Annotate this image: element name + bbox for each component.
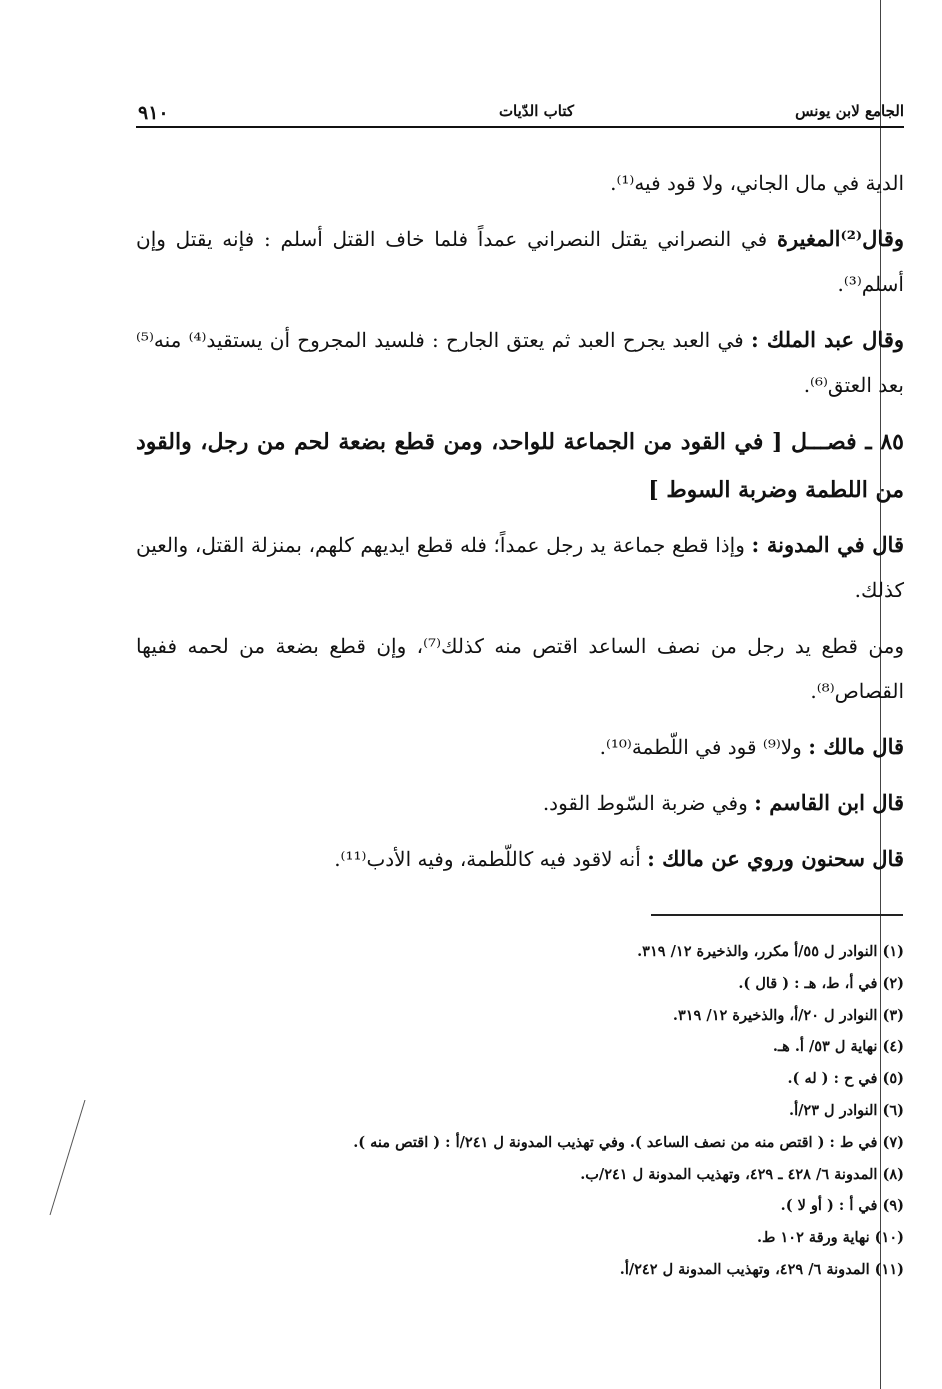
- paragraph: قال سحنون وروي عن مالك : أنه لاقود فيه كاللّطمة، وفيه الأدب⁽¹¹⁾.: [334, 846, 904, 871]
- footnote: (١) النوادر ل ٥٥/أ مكرر، والذخيرة ١٢/ ٣١٩.: [637, 943, 904, 960]
- footnote: (٧) في ط : ( اقتص منه من نصف الساعد ). وفي تهذيب المدونة ل ٢٤١/أ : ( اقتص منه ).: [353, 1133, 904, 1151]
- footnote-rule: [651, 914, 903, 916]
- footnote: (٥) في ح : ( له ).: [787, 1070, 904, 1088]
- footnote: (٣) النوادر ل ٢٠/أ، والذخيرة ١٢/ ٣١٩.: [672, 1006, 904, 1024]
- paragraph: وقال⁽²⁾المغيرة في النصراني يقتل النصراني عمداً فلما خاف القتل أسلم : فإنه يقتل وإن أسلم⁽³⁾.: [136, 226, 904, 296]
- book-title: الجامع لابن يونس: [795, 102, 904, 120]
- paragraph: قال مالك : ولا⁽⁹⁾ قود في اللّطمة⁽¹⁰⁾.: [599, 734, 904, 759]
- section-heading: ٨٥ ـ فصـــل [ في القود من الجماعة للواحد، ومن قطع بضعة لحم من رجل، والقود من اللطمة وضربة السوط ]: [136, 429, 904, 503]
- footnote: (٩) في أ : ( أو لا ).: [780, 1197, 904, 1215]
- paragraph: الدية في مال الجاني، ولا قود فيه⁽¹⁾.: [610, 171, 904, 195]
- page-number: ٩١٠: [138, 102, 169, 124]
- pen-mark-decoration: [30, 1100, 90, 1220]
- footnote: (٢) في أ، ط، هـ : ( قال ).: [738, 974, 904, 992]
- paragraph: قال ابن القاسم : وفي ضربة السّوط القود.: [542, 790, 904, 815]
- footnote: (٨) المدونة ٦/ ٤٢٨ ـ ٤٢٩، وتهذيب المدونة ل ٢٤١/ب.: [580, 1165, 904, 1183]
- footnote: (١٠) نهاية ورقة ١٠٢ ط.: [756, 1229, 904, 1247]
- paragraph: وقال عبد الملك : في العبد يجرح العبد ثم يعتق الجارح : فلسيد المجروح أن يستقيد⁽⁴⁾ منه⁽⁵⁾ بعد العتق⁽⁶⁾.: [136, 327, 905, 397]
- paragraph: قال في المدونة : وإذا قطع جماعة يد رجل عمداً؛ فله قطع ايديهم كلهم، بمنزلة القتل، والعين كذلك.: [136, 532, 904, 602]
- footnotes: [136, 936, 904, 1286]
- header-rule: [136, 126, 904, 128]
- footnote: (٦) النوادر ل ٢٣/أ.: [789, 1101, 904, 1119]
- footnote: (١١) المدونة ٦/ ٤٢٩، وتهذيب المدونة ل ٢٤٢/أ.: [619, 1260, 904, 1278]
- main-text: [136, 160, 904, 892]
- running-header: [136, 98, 904, 128]
- footnote: (٤) نهاية ل ٥٣/ أ. هـ.: [772, 1038, 904, 1056]
- section-title: كتاب الدّيات: [498, 102, 574, 120]
- paragraph: ومن قطع يد رجل من نصف الساعد اقتص منه كذلك⁽⁷⁾، وإن قطع بضعة من لحمه ففيها القصاص⁽⁸⁾.: [136, 634, 904, 703]
